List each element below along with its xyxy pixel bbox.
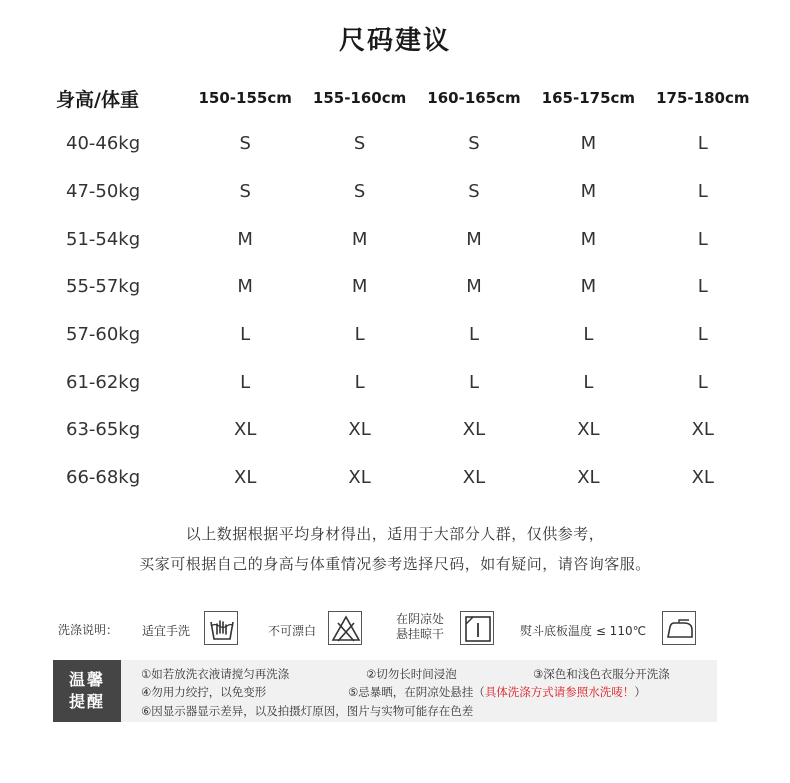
tips-badge-line: 温馨 [68,670,105,689]
size-cell: L [240,324,251,346]
size-cell: L [697,276,708,298]
size-cell: S [353,181,366,203]
weight-cell: 66-68kg [66,467,141,489]
corner-header: 身高/体重 [56,88,139,111]
size-cell: XL [348,467,371,489]
size-cell: L [697,228,708,250]
care-text [396,612,444,642]
care-text: 熨斗底板温度 ≤ 110℃ [520,624,647,638]
size-cell: L [583,371,594,393]
height-header: 155-160cm [312,89,407,107]
size-cell: M [351,276,368,298]
weight-cell: 61-62kg [66,371,141,393]
tip-item [348,684,646,700]
table-row [40,215,760,263]
size-cell: S [239,181,251,203]
size-cell: XL [577,467,600,489]
weight-cell: 40-46kg [66,133,141,155]
size-cell: XL [234,467,257,489]
size-cell: L [468,324,479,346]
care-text: 不可漂白 [268,624,317,638]
table-row [40,358,760,406]
iron-icon [662,611,696,645]
table-row [40,120,760,168]
size-cell: L [697,371,708,393]
page-title: 尺码建议 [338,26,451,56]
size-cell: M [466,228,482,250]
tip-item: ③深色和浅色衣服分开洗涤 [533,667,670,681]
care-text: 适宜手洗 [142,624,191,638]
size-cell: L [697,181,708,203]
size-cell: XL [691,419,714,441]
table-row [40,263,760,311]
tips-badge-line: 提醒 [68,692,105,711]
size-cell: XL [462,419,486,441]
size-cell: S [468,133,480,155]
size-cell: XL [234,419,257,441]
care-text-line: 悬挂晾干 [396,627,445,641]
size-cell: L [468,371,479,393]
size-cell: XL [577,419,600,441]
size-cell: XL [691,467,714,489]
table-row [40,406,760,454]
warm-tips-panel [53,660,717,722]
size-chart-table [40,76,760,502]
weight-cell: 63-65kg [66,419,141,441]
tip-text: ⑤忌暴晒，在阴凉处悬挂（ [348,685,485,699]
table-row [40,311,760,359]
hand-wash-icon [204,611,238,645]
care-text-line: 在阴凉处 [396,612,445,626]
size-cell: M [237,276,253,298]
size-cell: XL [348,419,371,441]
weight-cell: 51-54kg [66,228,141,250]
weight-cell: 47-50kg [66,181,141,203]
table-body [40,120,760,502]
height-header: 150-155cm [198,89,292,107]
size-cell: S [468,181,480,203]
note-line: 买家可根据自己的身高与体重情况参考选择尺码，如有疑问，请咨询客服。 [139,555,651,573]
size-cell: L [240,371,251,393]
size-cell: L [583,324,594,346]
table-header-row [40,76,760,120]
size-cell: M [466,276,482,298]
tip-item: ⑥因显示器显示差异，以及拍摄灯原因，图片与实物可能存在色差 [141,704,474,718]
height-header: 175-180cm [656,89,750,107]
weight-cell: 55-57kg [66,276,141,298]
size-cell: M [580,133,597,155]
care-instructions [58,608,738,648]
tip-item: ②切勿长时间浸泡 [366,667,457,681]
size-cell: S [353,133,366,155]
size-cell: M [580,228,597,250]
tip-item: ④勿用力绞拧，以免变形 [141,685,267,699]
size-cell: S [239,133,251,155]
size-cell: L [354,324,365,346]
size-cell: L [697,133,708,155]
size-cell: M [580,276,597,298]
size-cell: M [351,228,368,250]
shade-dry-icon [460,611,494,645]
height-header: 160-165cm [427,89,521,107]
no-bleach-icon [328,611,362,645]
size-cell: L [697,324,708,346]
size-cell: L [354,371,365,393]
weight-cell: 57-60kg [66,324,141,346]
height-header: 165-175cm [541,89,636,107]
tip-warning-text: 具体洗涤方式请参照水洗唛！ [484,685,635,699]
size-cell: M [580,181,597,203]
tip-text: ） [634,685,646,699]
tip-item: ①如若放洗衣液请搅匀再洗涤 [141,667,290,681]
care-label: 洗涤说明： [58,623,119,637]
size-cell: M [237,228,253,250]
size-cell: XL [462,467,486,489]
tips-badge [53,660,121,722]
note-line: 以上数据根据平均身材得出，适用于大部分人群，仅供参考， [185,525,605,543]
table-row [40,454,760,502]
table-row [40,168,760,216]
